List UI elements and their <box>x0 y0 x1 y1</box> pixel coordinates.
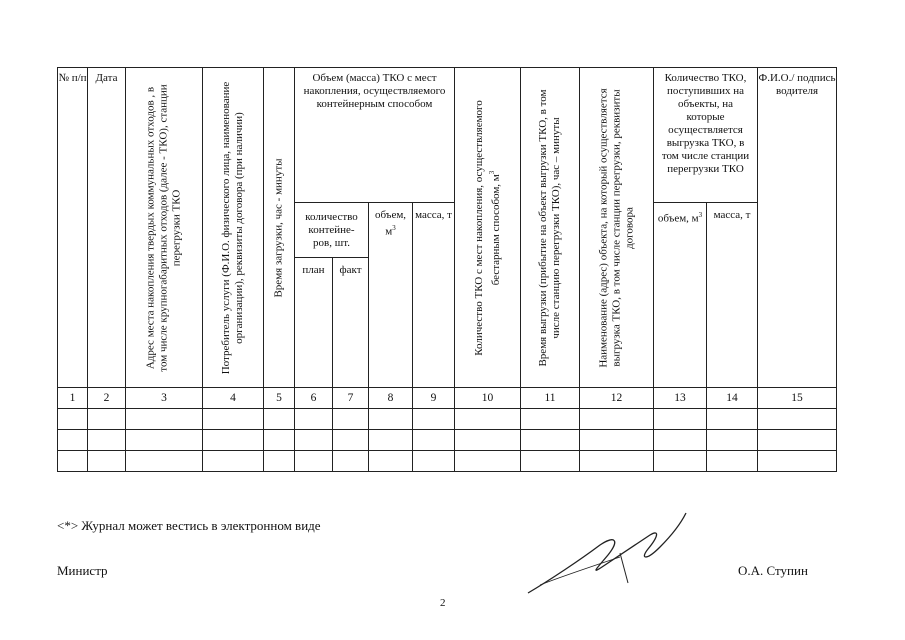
header-volume: объем, $м^3$ <box>369 203 413 388</box>
col-num: 6 <box>295 388 333 409</box>
col-num: 2 <box>88 388 126 409</box>
col-num: 5 <box>264 388 295 409</box>
col-num: 4 <box>203 388 264 409</box>
minister-label: Министр <box>57 563 108 578</box>
header-bulk-volume-text: Количество ТКО с мест накопления, осуществляемого бестарным способом, $м^3$ <box>472 99 502 356</box>
header-number: № п/п <box>58 68 88 388</box>
header-load-time <box>264 68 295 388</box>
journal-table <box>57 67 837 472</box>
header-plan: план <box>295 258 333 388</box>
col-num: 13 <box>654 388 707 409</box>
col-num: 12 <box>580 388 654 409</box>
header-fact: факт <box>333 258 369 388</box>
header-unload-object <box>580 68 654 388</box>
header-container-qty: количество контейне-ров, шт. <box>295 203 369 258</box>
header-bulk-volume <box>455 68 521 388</box>
header-driver: Ф.И.О./ подпись водителя <box>758 68 837 388</box>
col-num: 1 <box>58 388 88 409</box>
page-number: 2 <box>440 597 446 609</box>
header-load-time-text: Время загрузки, час - минуты <box>272 157 285 298</box>
header-unload-object-text: Наименование (адрес) объекта, на который осуществляется выгрузка ТКО, в том числе станции перегрузки, реквизиты договора <box>597 87 635 368</box>
col-num: 3 <box>126 388 203 409</box>
table-row <box>58 409 837 430</box>
col-num: 8 <box>369 388 413 409</box>
table-row <box>58 451 837 472</box>
header-consumer <box>203 68 264 388</box>
col-num: 9 <box>413 388 455 409</box>
col-num: 14 <box>707 388 758 409</box>
col-num: 7 <box>333 388 369 409</box>
header-container-volume-group: Объем (масса) ТКО с мест накопления, осуществляемого контейнерным способом <box>295 68 455 203</box>
header-address-text: Адрес места накопления твердых коммунальных отходов , в том числе крупногабаритных отходов (далее - ТКО), станции перегрузки ТКО <box>144 83 183 372</box>
header-unload-time-text: Время выгрузки (прибытие на объект выгрузки ТКО, в том числе станцию перегрузки ТКО), час – минуты <box>537 88 562 367</box>
col-num: 11 <box>521 388 580 409</box>
header-date: Дата <box>88 68 126 388</box>
table-row <box>58 430 837 451</box>
header-mass: масса, т <box>413 203 455 388</box>
column-numbers-row <box>58 388 837 409</box>
footnote: <*> Журнал может вестись в электронном виде <box>57 518 321 533</box>
header-received-group: Количество ТКО, поступивших на объекты, на которые осуществляется выгрузка ТКО, в том числе станции перегрузки ТКО <box>654 68 758 203</box>
header-consumer-text: Потребитель услуги (Ф.И.О. физического лица, наименование организации), реквизиты договора (при наличии) <box>220 81 245 374</box>
col-num: 15 <box>758 388 837 409</box>
header-volume-received: объем, $м^3$ <box>654 203 707 388</box>
col-num: 10 <box>455 388 521 409</box>
minister-name: О.А. Ступин <box>738 563 808 578</box>
signature <box>520 505 690 600</box>
header-unload-time <box>521 68 580 388</box>
header-mass-received: масса, т <box>707 203 758 388</box>
header-address <box>126 68 203 388</box>
